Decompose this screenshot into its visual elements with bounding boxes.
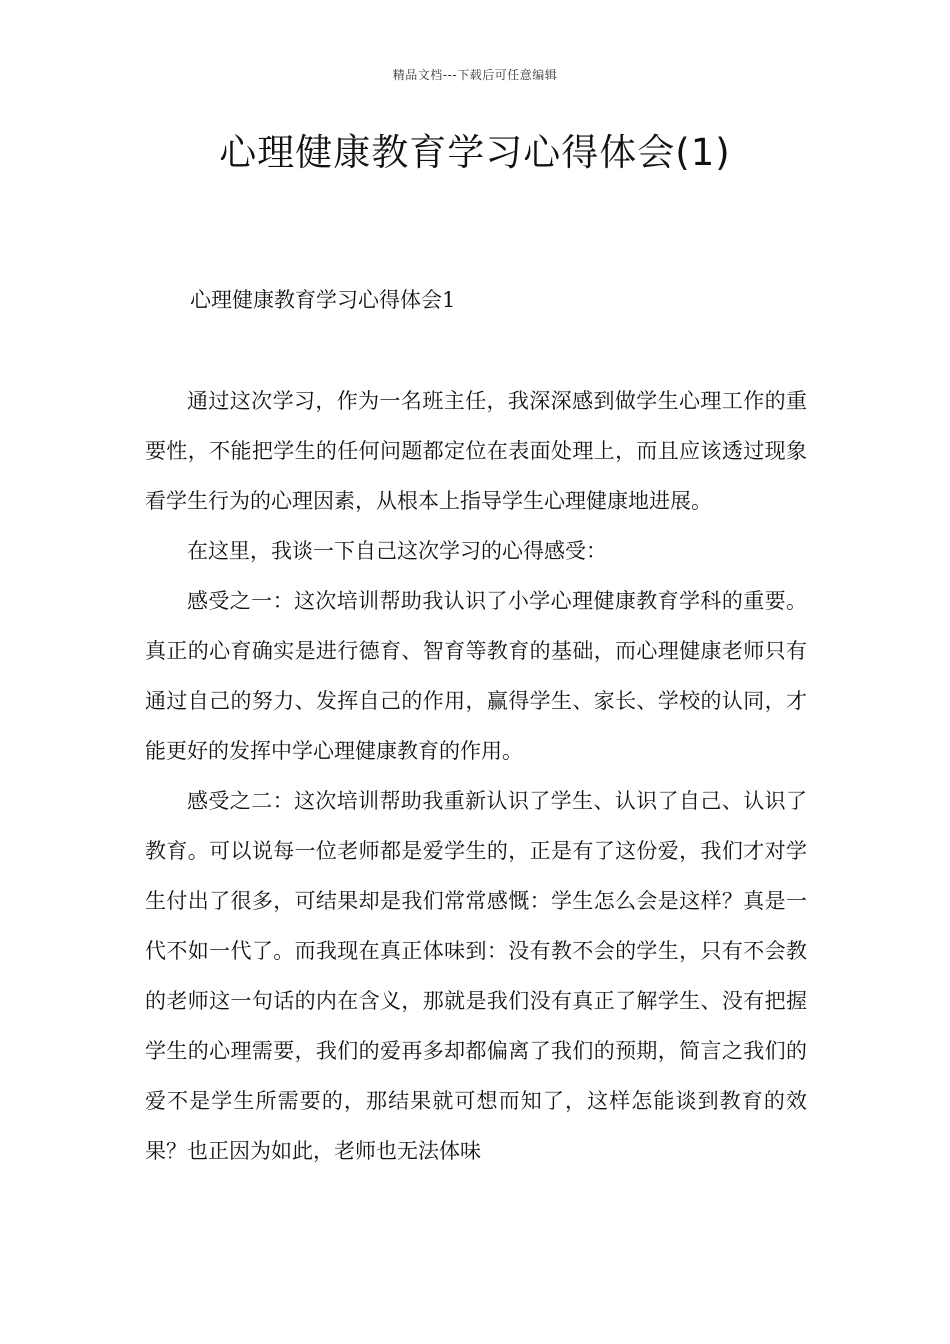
paragraph-reflection-two: 感受之二：这次培训帮助我重新认识了学生、认识了自己、认识了教育。可以说每一位老师都是爱学生的，正是有了这份爱，我们才对学生付出了很多，可结果却是我们常常感慨：学生怎么会是这样？真是一代不如一代了。而我现在真正体味到：没有教不会的学生，只有不会教的老师这一句话的内在含义，那就是我们没有真正了解学生、没有把握学生的心理需要，我们的爱再多却都偏离了我们的预期，简言之我们的爱不是学生所需要的，那结果就可想而知了，这样怎能谈到教育的效果？也正因为如此，老师也无法体味 [145, 789, 807, 1163]
paragraph-intro: 通过这次学习，作为一名班主任，我深深感到做学生心理工作的重要性，不能把学生的任何问题都定位在表面处理上，而且应该透过现象看学生行为的心理因素，从根本上指导学生心理健康地进展。 [145, 389, 807, 513]
paragraph-reflection-one: 感受之一：这次培训帮助我认识了小学心理健康教育学科的重要。真正的心育确实是进行德育、智育等教育的基础，而心理健康老师只有通过自己的努力、发挥自己的作用，赢得学生、家长、学校的认同，才能更好的发挥中学心理健康教育的作用。 [145, 589, 807, 763]
document-subtitle: 心理健康教育学习心得体会1 [190, 288, 456, 312]
header-note: 精品文档---下载后可任意编辑 [392, 68, 558, 82]
paragraph-preface: 在这里，我谈一下自己这次学习的心得感受： [187, 539, 607, 563]
document-title: 心理健康教育学习心得体会(1) [219, 131, 731, 174]
document-body [145, 376, 807, 1176]
